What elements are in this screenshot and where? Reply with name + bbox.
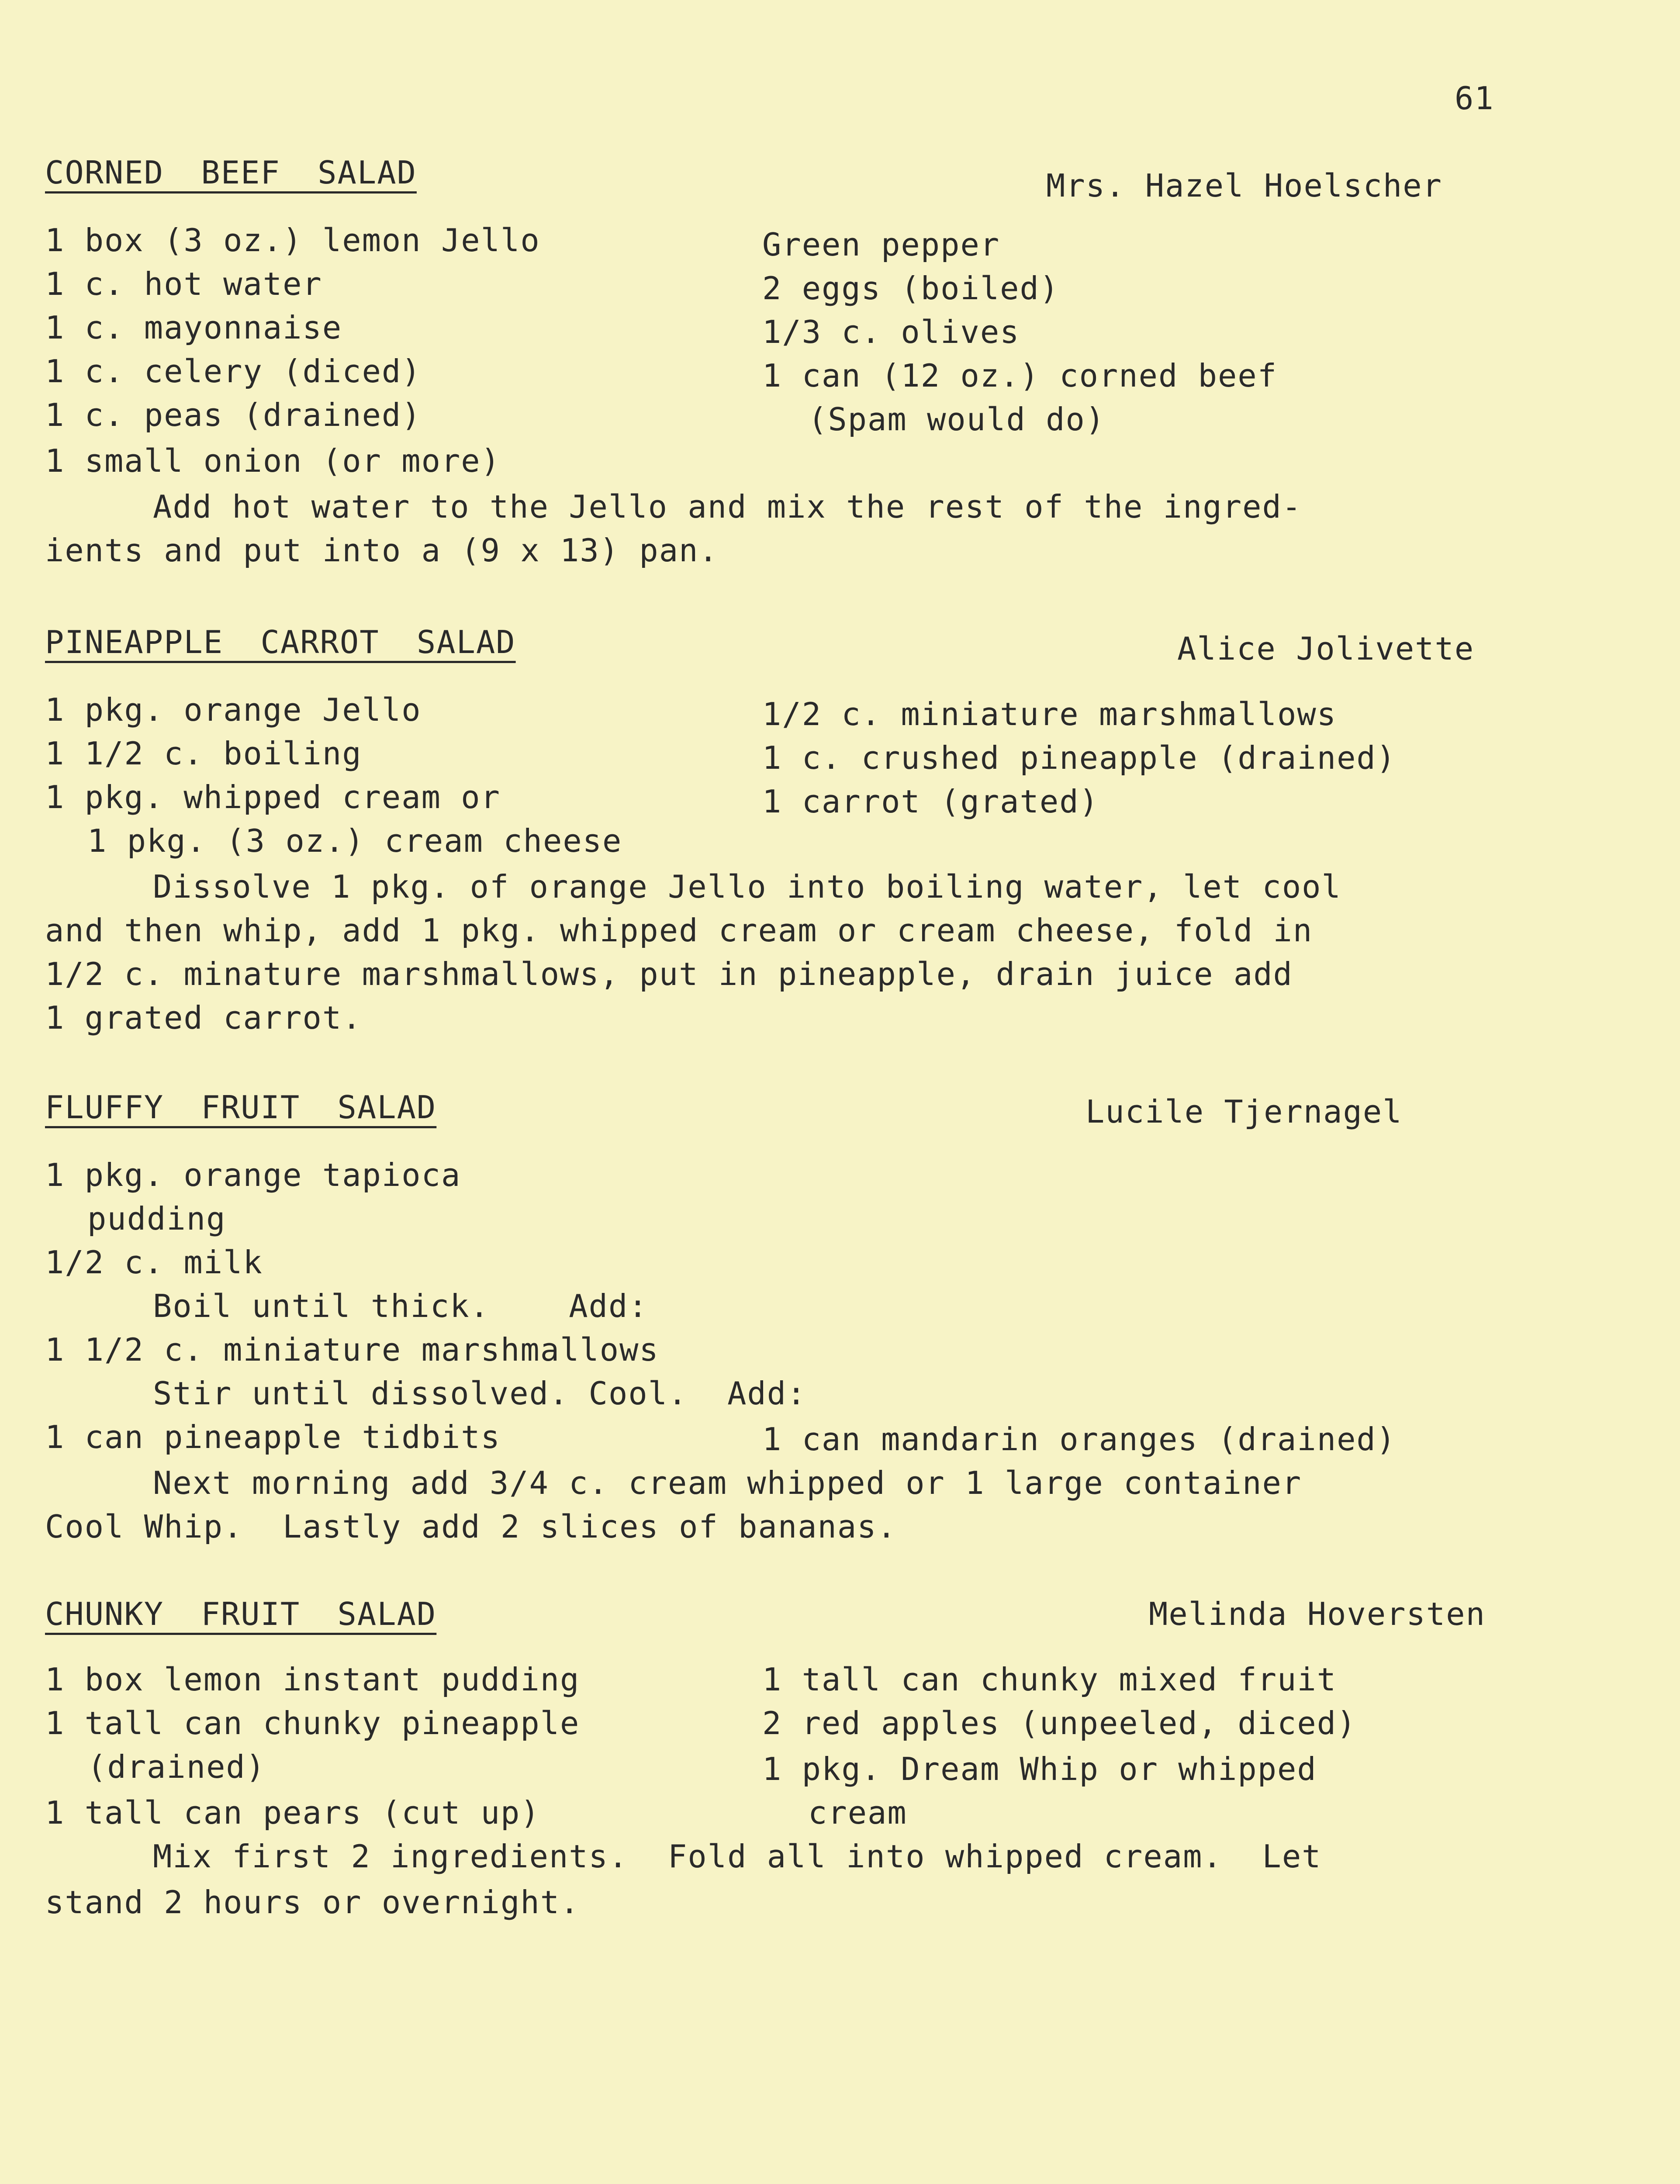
directions-line: Cool Whip. Lastly add 2 slices of bananas. — [45, 1508, 897, 1545]
directions-line: ients and put into a (9 x 13) pan. — [45, 532, 719, 569]
directions-line: Dissolve 1 pkg. of orange Jello into boiling water, let cool — [153, 868, 1341, 905]
ingredient: 1 can (12 oz.) corned beef — [762, 357, 1278, 394]
recipe-title: PINEAPPLE CARROT SALAD — [45, 624, 516, 660]
page-number: 61 — [1455, 80, 1494, 117]
ingredient: 1 1/2 c. boiling — [45, 735, 362, 772]
directions-line: Boil until thick. Add: — [153, 1288, 648, 1324]
recipe-title: CORNED BEEF SALAD — [45, 154, 417, 191]
recipe-author: Melinda Hoversten — [1149, 1596, 1486, 1632]
ingredient: 1 tall can pears (cut up) — [45, 1794, 540, 1831]
ingredient: 1 tall can chunky mixed fruit — [762, 1661, 1337, 1698]
ingredient: 1 1/2 c. miniature marshmallows — [45, 1331, 659, 1368]
recipe-author: Mrs. Hazel Hoelscher — [1046, 167, 1442, 204]
ingredient: 1 box lemon instant pudding — [45, 1661, 580, 1698]
ingredient: 1 small onion (or more) — [45, 442, 501, 479]
ingredient: 1 pkg. orange Jello — [45, 691, 422, 728]
directions-line: 1 grated carrot. — [45, 999, 362, 1036]
directions-line: Next morning add 3/4 c. cream whipped or 1 large container — [153, 1465, 1302, 1501]
ingredient: (Spam would do) — [808, 401, 1106, 438]
directions-line: Add hot water to the Jello and mix the rest of the ingred- — [153, 488, 1302, 525]
directions-line: 1/2 c. minature marshmallows, put in pineapple, drain juice add — [45, 956, 1293, 992]
recipe-author: Lucile Tjernagel — [1085, 1093, 1403, 1130]
ingredient: 1 can mandarin oranges (drained) — [762, 1421, 1397, 1458]
directions-line: Stir until dissolved. Cool. Add: — [153, 1375, 807, 1412]
ingredient: 1 c. peas (drained) — [45, 397, 422, 433]
ingredient: 1 tall can chunky pineapple — [45, 1705, 580, 1742]
ingredient: (drained) — [87, 1749, 266, 1785]
ingredient: 1 can pineapple tidbits — [45, 1419, 501, 1455]
ingredient: 1/2 c. miniature marshmallows — [762, 696, 1337, 733]
ingredient: 1 pkg. orange tapioca — [45, 1157, 461, 1193]
ingredient: 1 pkg. whipped cream or — [45, 779, 501, 816]
ingredient: 1 carrot (grated) — [762, 783, 1099, 820]
directions-line: stand 2 hours or overnight. — [45, 1884, 580, 1921]
ingredient: 1 c. crushed pineapple (drained) — [762, 740, 1397, 776]
directions-line: and then whip, add 1 pkg. whipped cream or cream cheese, fold in — [45, 912, 1313, 949]
ingredient: 1 c. hot water — [45, 266, 322, 302]
ingredient: 2 eggs (boiled) — [762, 270, 1060, 307]
recipe-title: FLUFFY FRUIT SALAD — [45, 1089, 437, 1126]
ingredient: 1 pkg. (3 oz.) cream cheese — [87, 822, 622, 859]
ingredient: 1 c. celery (diced) — [45, 353, 422, 390]
ingredient: Green pepper — [762, 226, 1000, 263]
recipe-title: CHUNKY FRUIT SALAD — [45, 1596, 437, 1632]
ingredient: 1 c. mayonnaise — [45, 309, 342, 346]
directions-line: Mix first 2 ingredients. Fold all into whipped cream. Let — [153, 1838, 1322, 1875]
ingredient: 1 box (3 oz.) lemon Jello — [45, 222, 540, 259]
ingredient: 1 pkg. Dream Whip or whipped — [762, 1751, 1317, 1787]
recipe-author: Alice Jolivette — [1177, 630, 1475, 667]
ingredient: 1/3 c. olives — [762, 314, 1020, 350]
ingredient: cream — [808, 1794, 907, 1831]
ingredient: pudding — [87, 1200, 226, 1237]
ingredient: 1/2 c. milk — [45, 1244, 263, 1281]
ingredient: 2 red apples (unpeeled, diced) — [762, 1705, 1357, 1742]
